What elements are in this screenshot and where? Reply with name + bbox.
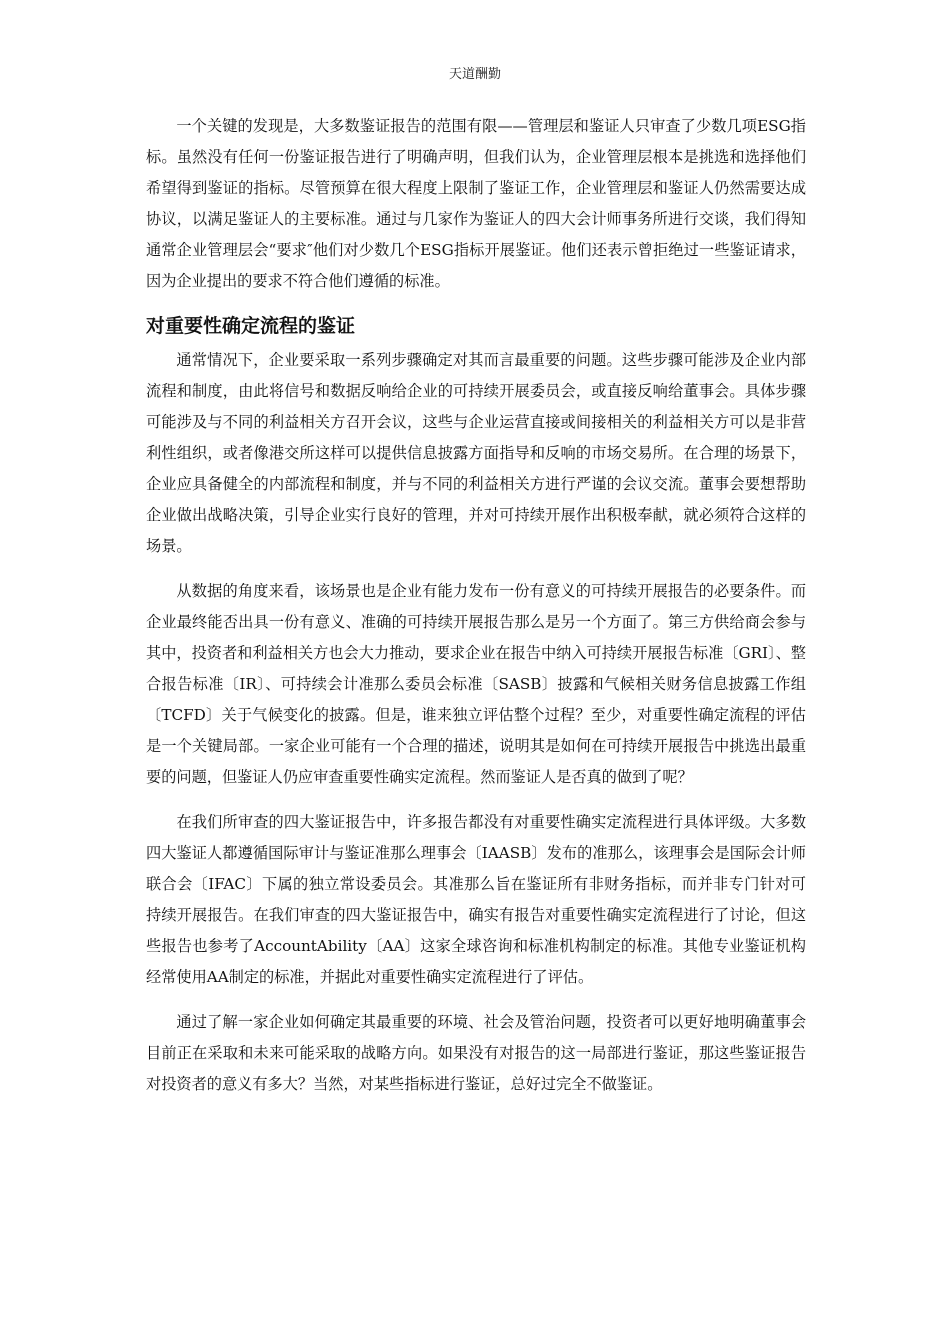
paragraph-4: 在我们所审查的四大鉴证报告中，许多报告都没有对重要性确实定流程进行具体评级。大多数四大鉴证人都遵循国际审计与鉴证准那么理事会〔IAASB〕发布的准那么，该理事会是国际会计师联合会〔IFAC〕下属的独立常设委员会。其准那么旨在鉴证所有非财务指标，而并非专门针对可持续开展报告。在我们审查的四大鉴证报告中，确实有报告对重要性确实定流程进行了讨论，但这些报告也参考了AccountAbility〔AA〕这家全球咨询和标准机构制定的标准。其他专业鉴证机构经常使用AA制定的标准，并据此对重要性确实定流程进行了评估。 <box>146 813 806 986</box>
section-heading: 对重要性确定流程的鉴证 <box>146 315 356 337</box>
paragraph-gap <box>146 993 806 1007</box>
page-header: 天道酬勤 <box>448 67 501 82</box>
paragraph-gap <box>146 562 806 576</box>
paragraph-3: 从数据的角度来看，该场景也是企业有能力发布一份有意义的可持续开展报告的必要条件。而企业最终能否出具一份有意义、准确的可持续开展报告那么是另一个方面了。第三方供给商会参与其中，投资者和利益相关方也会大力推动，要求企业在报告中纳入可持续开展报告标准〔GRI〕、整合报告标准〔IR〕、可持续会计准那么委员会标准〔SASB〕披露和气候相关财务信息披露工作组〔TCFD〕关于气候变化的披露。但是，谁来独立评估整个过程？至少，对重要性确定流程的评估是一个关键局部。一家企业可能有一个合理的描述，说明其是如何在可持续开展报告中挑选出最重要的问题，但鉴证人仍应审查重要性确实定流程。然而鉴证人是否真的做到了呢？ <box>146 582 806 786</box>
paragraph-1: 一个关键的发现是，大多数鉴证报告的范围有限——管理层和鉴证人只审查了少数几项ESG指标。虽然没有任何一份鉴证报告进行了明确声明，但我们认为，企业管理层根本是挑选和选择他们希望得到鉴证的指标。尽管预算在很大程度上限制了鉴证工作，企业管理层和鉴证人仍然需要达成协议，以满足鉴证人的主要标准。通过与几家作为鉴证人的四大会计师事务所进行交谈，我们得知通常企业管理层会“要求″他们对少数几个ESG指标开展鉴证。他们还表示曾拒绝过一些鉴证请求，因为企业提出的要求不符合他们遵循的标准。 <box>146 117 806 290</box>
paragraph-2: 通常情况下，企业要采取一系列步骤确定对其而言最重要的问题。这些步骤可能涉及企业内部流程和制度，由此将信号和数据反响给企业的可持续开展委员会，或直接反响给董事会。具体步骤可能涉及与不同的利益相关方召开会议，这些与企业运营直接或间接相关的利益相关方可以是非营利性组织，或者像港交所这样可以提供信息披露方面指导和反响的市场交易所。在合理的场景下，企业应具备健全的内部流程和制度，并与不同的利益相关方进行严谨的会议交流。董事会要想帮助企业做出战略决策，引导企业实行良好的管理，并对可持续开展作出积极奉献，就必须符合这样的场景。 <box>146 351 806 555</box>
paragraph-gap <box>146 793 806 807</box>
paragraph-5: 通过了解一家企业如何确定其最重要的环境、社会及管治问题，投资者可以更好地明确董事会目前正在采取和未来可能采取的战略方向。如果没有对报告的这一局部进行鉴证，那这些鉴证报告对投资者的意义有多大？当然，对某些指标进行鉴证，总好过完全不做鉴证。 <box>146 1013 806 1093</box>
document-body <box>146 111 806 1100</box>
